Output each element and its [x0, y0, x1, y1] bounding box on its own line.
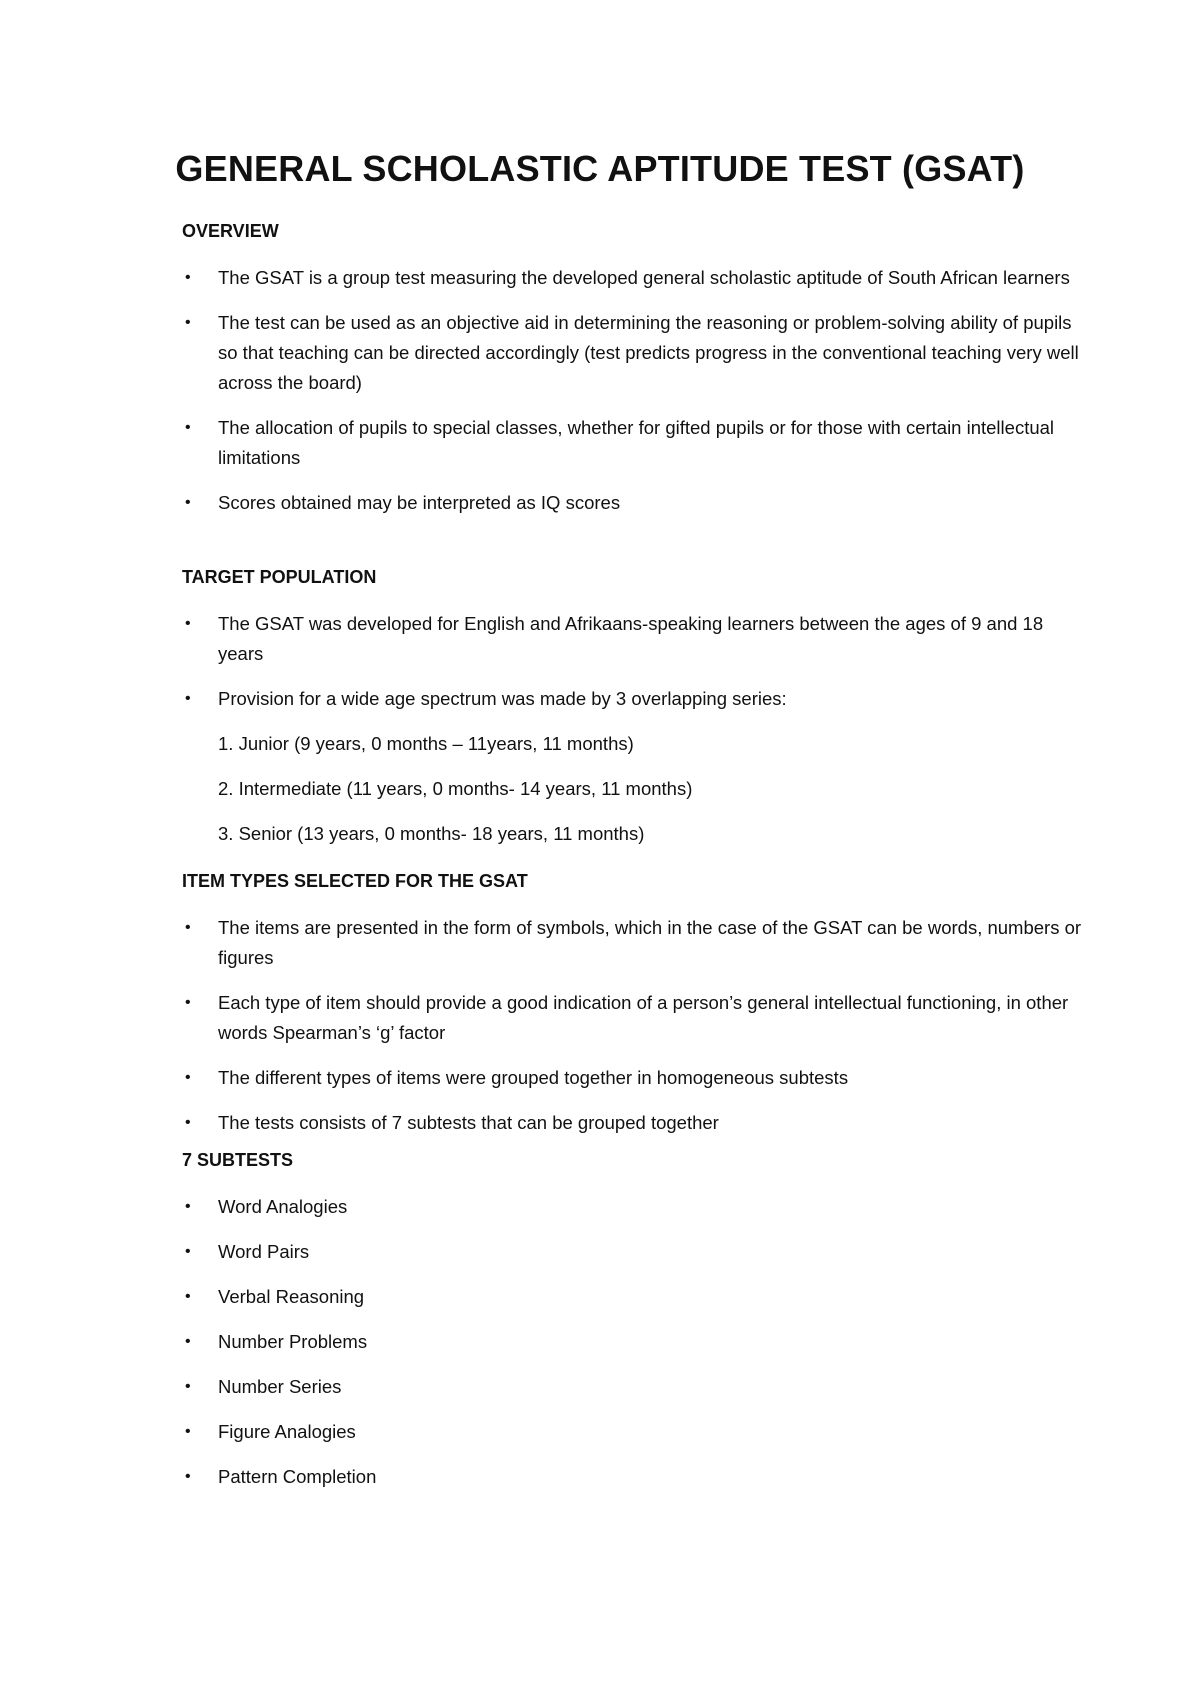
list-item: • The test can be used as an objective aid in determining the reasoning or problem-solving ability of pupils so that teaching can be directed accordingly (test predicts progress in the conventional teaching very well across the board): [182, 308, 1090, 398]
list-item: • The allocation of pupils to special classes, whether for gifted pupils or for those with certain intellectual limitations: [182, 413, 1090, 473]
bullet-icon: •: [185, 1114, 191, 1131]
series-item-intermediate: 2. Intermediate (11 years, 0 months- 14 years, 11 months): [218, 778, 693, 799]
list-item: • Verbal Reasoning: [182, 1282, 1090, 1312]
item-types-section: [182, 869, 1090, 1153]
bullet-icon: •: [185, 1378, 191, 1395]
target-population-section: [182, 565, 1090, 864]
series-item-senior: 3. Senior (13 years, 0 months- 18 years, 11 months): [218, 823, 645, 844]
subtests-heading: 7 SUBTESTS: [182, 1150, 294, 1170]
list-item: • Word Analogies: [182, 1192, 1090, 1222]
list-item: • Pattern Completion: [182, 1462, 1090, 1492]
bullet-icon: •: [185, 419, 191, 436]
bullet-icon: •: [185, 1198, 191, 1215]
overview-list: [182, 263, 1090, 518]
overview-heading: OVERVIEW: [182, 221, 279, 241]
bullet-icon: •: [185, 1423, 191, 1440]
list-item: • Provision for a wide age spectrum was made by 3 overlapping series:: [182, 684, 1090, 714]
list-item: • Number Problems: [182, 1327, 1090, 1357]
list-item: • Figure Analogies: [182, 1417, 1090, 1447]
overview-section: [182, 219, 1090, 533]
list-item: • The items are presented in the form of symbols, which in the case of the GSAT can be words, numbers or figures: [182, 913, 1090, 973]
bullet-icon: •: [185, 314, 191, 331]
list-item: • Word Pairs: [182, 1237, 1090, 1267]
subtests-list: [182, 1192, 1090, 1492]
target-population-heading: TARGET POPULATION: [182, 567, 377, 587]
bullet-icon: •: [185, 615, 191, 632]
list-item: • Each type of item should provide a good indication of a person’s general intellectual functioning, in other words Spearman’s ‘g’ factor: [182, 988, 1090, 1048]
target-population-list: [182, 609, 1090, 714]
page-title: GENERAL SCHOLASTIC APTITUDE TEST (GSAT): [175, 148, 1025, 189]
bullet-icon: •: [185, 1069, 191, 1086]
bullet-icon: •: [185, 1333, 191, 1350]
series-list: [182, 729, 1090, 849]
item-types-heading: ITEM TYPES SELECTED FOR THE GSAT: [182, 871, 528, 891]
series-item-junior: 1. Junior (9 years, 0 months – 11years, 11 months): [218, 733, 634, 754]
list-item: • The different types of items were grouped together in homogeneous subtests: [182, 1063, 1090, 1093]
bullet-icon: •: [185, 919, 191, 936]
subtests-section: [182, 1148, 1090, 1507]
bullet-icon: •: [185, 690, 191, 707]
bullet-icon: •: [185, 1243, 191, 1260]
bullet-icon: •: [185, 1288, 191, 1305]
bullet-icon: •: [185, 994, 191, 1011]
bullet-icon: •: [185, 494, 191, 511]
bullet-icon: •: [185, 269, 191, 286]
list-item: • The tests consists of 7 subtests that can be grouped together: [182, 1108, 1090, 1138]
list-item: • The GSAT is a group test measuring the developed general scholastic aptitude of South African learners: [182, 263, 1090, 293]
bullet-icon: •: [185, 1468, 191, 1485]
list-item: • Scores obtained may be interpreted as IQ scores: [182, 488, 1090, 518]
item-types-list: [182, 913, 1090, 1138]
list-item: • Number Series: [182, 1372, 1090, 1402]
list-item: • The GSAT was developed for English and Afrikaans-speaking learners between the ages of 9 and 18 years: [182, 609, 1090, 669]
